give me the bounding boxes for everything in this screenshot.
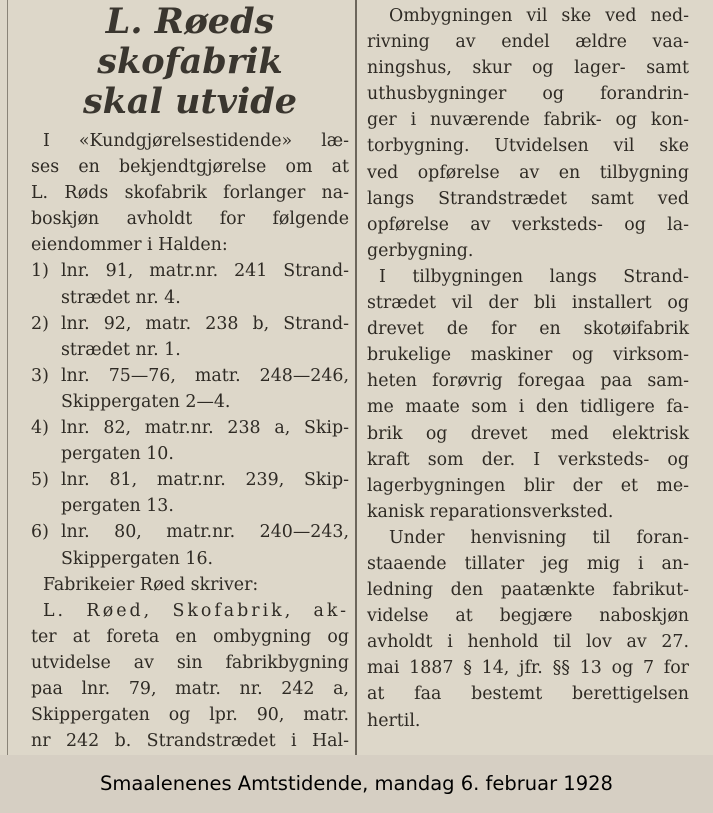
text-line: L. Røed, Skofabrik, ak- [43,600,349,621]
text-line: strædet nr. 4. [61,287,181,308]
text-line: lnr. 91, matr.nr. 241 Strand- [61,261,349,282]
text-line: hertil. [367,710,421,731]
text-line: pergaten 13. [61,496,174,517]
text-line: uthusbygninger og forandrin- [367,84,689,105]
text-line: L. Røds skofabrik forlanger na- [31,183,349,204]
text-line: opførelse av verksteds- og la- [367,214,689,235]
text-line: ved opførelse av en tilbygning [367,162,689,183]
text-line: rivning av endel ældre vaa- [367,32,689,53]
item-number: 6) [31,522,49,543]
item-number: 3) [31,365,49,386]
text-line: strædet vil der bli installert og [367,293,689,314]
text-line: Skippergaten 2—4. [61,391,231,412]
text-line: me maate som i den tidligere fa- [367,397,689,418]
text-line: brik og drevet med elektrisk [367,423,689,444]
item-number: 2) [31,313,49,334]
text-line: staaende tillater jeg mig i an- [367,553,689,574]
text-line: torbygning. Utvidelsen vil ske [367,136,689,157]
text-line: at faa bestemt berettigelsen [367,684,689,705]
text-line: avholdt i henhold til lov av 27. [367,632,689,653]
paragraph-extension [367,264,689,525]
column-rule-left [7,0,8,755]
property-item [31,363,349,415]
text-line: Ombygningen vil ske ved ned- [389,6,689,26]
owner-intro: Fabrikeier Røed skriver: [43,574,259,595]
text-line: Skippergaten 16. [61,548,214,569]
text-line: lnr. 80, matr.nr. 240—243, [61,522,349,543]
text-line: I tilbygningen langs Strand- [379,266,689,287]
text-line: nr 242 b. Strandstrædet i Hal- [31,731,349,752]
text-line: gerbygning. [367,240,474,261]
property-item [31,258,349,310]
paragraph-request [367,525,689,734]
text-line: lnr. 81, matr.nr. 239, Skip- [61,470,349,491]
item-number: 1) [31,261,49,282]
text-line: kraft som der. I verksteds- og [367,449,689,470]
left-column [31,0,349,755]
owner-statement [31,598,349,781]
source-caption: Smaalenenes Amtstidende, mandag 6. februar 1928 [0,755,713,813]
item-number: 5) [31,470,49,491]
text-line: langs Strandstrædet samt ved [367,188,689,209]
text-line: lnr. 92, matr. 238 b, Strand- [61,313,349,334]
text-line: ningshus, skur og lager- samt [367,58,689,79]
property-item [31,519,349,571]
text-line: Under henvisning til foran- [389,527,689,548]
text-line: kanisk reparationsverksted. [367,501,614,522]
text-line: lnr. 75—76, matr. 248—246, [61,365,349,386]
paragraph-rebuild [367,3,689,264]
headline-line-1: L. Røeds skofabrik [97,1,283,82]
text-line: eiendommer i Halden: [31,235,228,256]
text-line: paa lnr. 79, matr. nr. 242 a, [31,678,349,699]
headline-line-2: skal utvide [82,81,298,122]
intro-paragraph [31,128,349,258]
property-item [31,467,349,519]
text-line: I «Kundgjørelsestidende» læ- [43,131,349,151]
text-line: ledning den paatænkte fabrikut- [367,580,689,601]
headline [31,2,349,122]
text-line: ter at foreta en ombygning og [31,626,349,647]
text-line: videlse at begjære naboskjøn [367,606,689,627]
text-line: mai 1887 § 14, jfr. §§ 13 og 7 for [367,658,689,679]
text-line: ses en bekjendtgjørelse om at [31,157,349,178]
text-line: brukelige maskiner og virksom- [367,345,689,366]
property-item [31,311,349,363]
text-line: Skippergaten og lpr. 90, matr. [31,705,349,726]
text-line: lnr. 82, matr.nr. 238 a, Skip- [61,418,349,439]
column-divider [355,0,357,755]
text-line: boskjøn avholdt for følgende [31,209,349,230]
text-line: ger i nuværende fabrik- og kon- [367,110,689,131]
text-line: drevet de for en skotøifabrik [367,319,689,340]
item-number: 4) [31,418,49,439]
text-line: pergaten 10. [61,444,174,465]
text-line: utvidelse av sin fabrikbygning [31,652,349,673]
property-item [31,415,349,467]
property-list [31,258,349,571]
text-line: strædet nr. 1. [61,339,181,360]
text-line: heten forøvrig foregaa paa sam- [367,371,689,392]
text-line: lagerbygningen blir der et me- [367,475,689,496]
right-column [367,3,689,758]
